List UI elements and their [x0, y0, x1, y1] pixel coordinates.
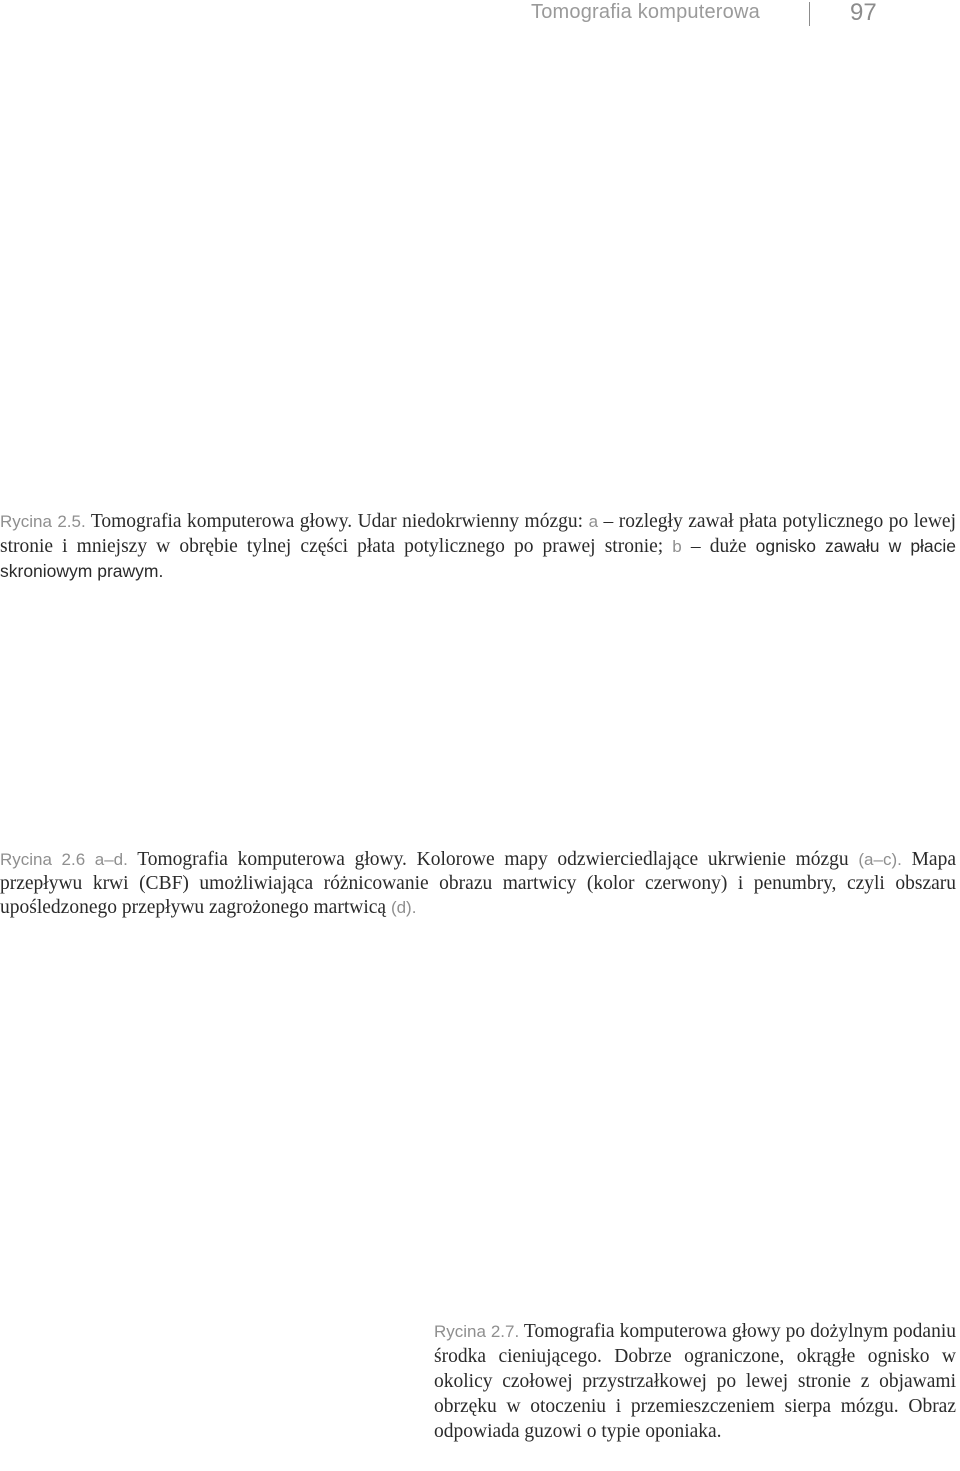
panel-ref-a: a: [588, 512, 599, 531]
caption-text: Mapa przepływu krwi (CBF) umożliwiająca różnicowanie obrazu martwicy (kolor czerwony) i penumbry, czyli obszaru upośledzonego przepływu zagrożonego martwicą: [0, 849, 956, 918]
figure-caption-2-6: [0, 848, 956, 920]
caption-text: Tomografia komputerowa głowy. Udar niedokrwienny mózgu:: [90, 511, 584, 532]
running-head: [528, 0, 888, 30]
figure-label: Rycina 2.7.: [434, 1322, 520, 1341]
figure-label: Rycina 2.6 a–d.: [0, 850, 128, 869]
figure-label: Rycina 2.5.: [0, 512, 86, 531]
figure-caption-2-7: [434, 1319, 956, 1444]
running-head-divider: [809, 2, 810, 26]
running-head-title: Tomografia komputerowa: [531, 1, 760, 23]
figure-caption-2-5: [0, 510, 956, 584]
caption-text: Tomografia komputerowa głowy. Kolorowe mapy odzwierciedlające ukrwienie mózgu: [137, 849, 849, 870]
panel-ref-b: b: [672, 537, 682, 556]
panel-ref-a-c: (a–c).: [858, 850, 902, 869]
caption-text: Tomografia komputerowa głowy po dożylnym podaniu środka cieniującego. Dobrze ograniczone, okrągłe ognisko w okolicy czołowej przystrzałkowej po lewej stronie z objawami obrzęku w otoczeniu i przemieszczeniem sierpa mózgu. Obraz odpowiada guzowi o typie oponiaka.: [434, 1321, 957, 1442]
page-number: 97: [850, 0, 877, 26]
caption-text: ognisko zawału w płacie skroniowym prawym.: [0, 536, 957, 581]
caption-text: – rozległy zawał płata potylicznego po lewej stronie i mniejszy w obrębie tylnej części płata potylicznego po prawej stronie;: [0, 511, 957, 557]
panel-ref-d: (d).: [390, 898, 417, 917]
caption-text: – duże: [690, 536, 747, 557]
